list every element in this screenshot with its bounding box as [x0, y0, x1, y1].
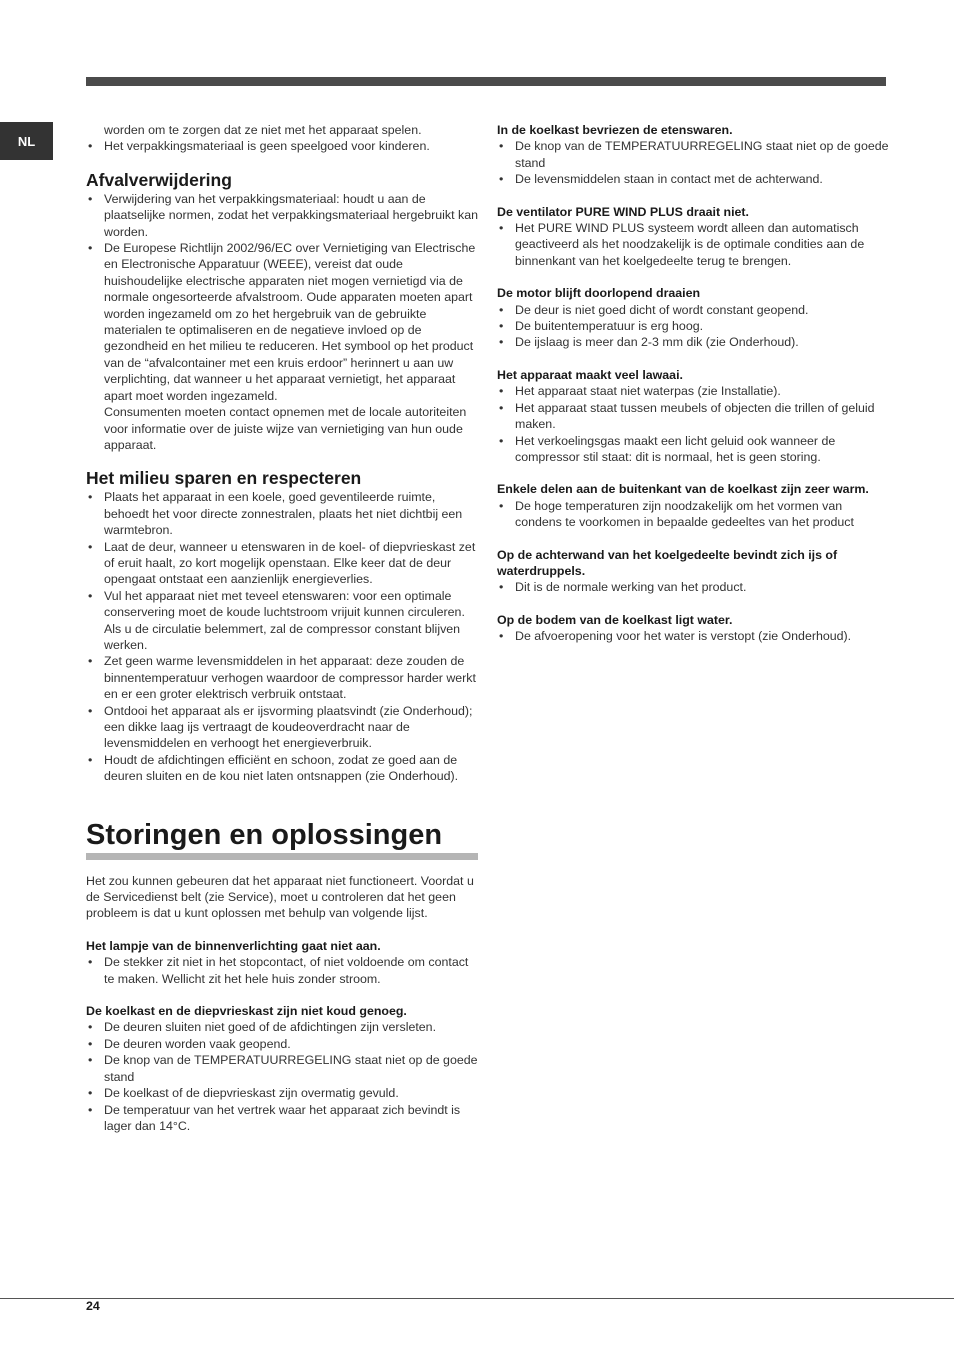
list-item: • Ontdooi het apparaat als er ijsvorming plaatsvindt (zie Onderhoud); een dikke laag ijs vertraagt de koudeoverdracht naar de levensmiddelen en verhoogt het energieverbruik.	[86, 703, 478, 752]
environment-list	[86, 489, 478, 784]
waste-note: Consumenten moeten contact opnemen met de locale autoriteiten voor informatie over de juiste wijze van vernietiging van hun oude apparaat.	[104, 405, 467, 452]
list-item: • Houdt de afdichtingen efficiënt en schoon, zodat ze goed aan de deuren sluiten en de kou niet laten ontsnappen (zie Onderhoud).	[86, 752, 478, 785]
freeze-list	[497, 138, 889, 187]
list-item: • Laat de deur, wanneer u etenswaren in de koel- of diepvrieskast zet of eruit haalt, zo kort mogelijk openstaan. Elke keer dat de deur opengaat ontstaat een aanzienlijk energieverlies.	[86, 539, 478, 588]
warm-heading: Enkele delen aan de buitenkant van de koelkast zijn zeer warm.	[497, 482, 869, 497]
cold-heading: De koelkast en de diepvrieskast zijn niet koud genoeg.	[86, 1004, 407, 1019]
water-heading: Op de bodem van de koelkast ligt water.	[497, 612, 733, 627]
list-item: • De buitentemperatuur is erg hoog.	[497, 318, 889, 334]
footer-rule	[0, 1298, 954, 1299]
list-item: • De afvoeropening voor het water is verstopt (zie Onderhoud).	[497, 628, 889, 644]
page-number: 24	[86, 1299, 100, 1313]
intro-continuation: worden om te zorgen dat ze niet met het apparaat spelen.	[104, 123, 422, 137]
troubleshooting-intro: Het zou kunnen gebeuren dat het apparaat niet functioneert. Voordat u de Servicedienst belt (zie Service), moet u controleren dat het geen probleem is dat u kunt oplossen met behulp van volgende lijst.	[86, 873, 474, 921]
waste-heading: Afvalverwijdering	[86, 169, 232, 190]
list-item: • Zet geen warme levensmiddelen in het apparaat: deze zouden de binnentemperatuur verhogen waardoor de compressor harder werkt en er een groter elektrisch verbruik ontstaat.	[86, 653, 478, 702]
left-column	[86, 122, 478, 1134]
list-item: • Het PURE WIND PLUS systeem wordt alleen dan automatisch geactiveerd als het noodzakelijk is de optimale condities aan de binnenkant van het koelgedeelte terug te brengen.	[497, 220, 889, 269]
list-item: • De koelkast of de diepvrieskast zijn overmatig gevuld.	[86, 1085, 478, 1101]
list-item: • De deuren sluiten niet goed of de afdichtingen zijn versleten.	[86, 1019, 478, 1035]
motor-heading: De motor blijft doorlopend draaien	[497, 286, 701, 301]
list-item: • De deur is niet goed dicht of wordt constant geopend.	[497, 302, 889, 318]
list-item: • Het verkoelingsgas maakt een licht geluid ook wanneer de compressor stil staat: dit is normaal, het is geen storing.	[497, 433, 889, 466]
water-list	[497, 628, 889, 644]
environment-heading: Het milieu sparen en respecteren	[86, 468, 362, 489]
light-heading: Het lampje van de binnenverlichting gaat niet aan.	[86, 938, 381, 953]
list-item: • De knop van de TEMPERATUURREGELING staat niet op de goede stand	[497, 138, 889, 171]
list-item: • De ijslaag is meer dan 2-3 mm dik (zie Onderhoud).	[497, 334, 889, 350]
noise-list	[497, 383, 889, 465]
light-list	[86, 954, 478, 987]
list-item: • De Europese Richtlijn 2002/96/EC over Vernietiging van Electrische en Electronische Apparatuur (WEEE), vereist dat oude huishoudelijke electrische apparaten niet mogen vernietigd via de normale ongesorteerde afvalstroom. Oude apparaten moeten apart worden ingezameld om zo het hergebruik van de gebruikte materialen te optimaliseren en de negatieve invloed op de gezondheid en het milieu te reduceren. Het symbool op het product van de “afvalcontainer met een kruis erdoor” herinnert u aan uw verplichting, dat wanneer u het apparaat vernietigt, het apparaat apart moet worden ingezameld.	[86, 240, 478, 404]
fan-heading: De ventilator PURE WIND PLUS draait niet.	[497, 204, 749, 219]
list-item: • De knop van de TEMPERATUURREGELING staat niet op de goede stand	[86, 1052, 478, 1085]
language-tab: NL	[0, 122, 53, 160]
waste-list	[86, 191, 478, 404]
ice-heading: Op de achterwand van het koelgedeelte bevindt zich ijs of waterdruppels.	[497, 547, 838, 578]
list-item: • De temperatuur van het vertrek waar het apparaat zich bevindt is lager dan 14°C.	[86, 1102, 478, 1135]
list-item: • Vul het apparaat niet met teveel etenswaren: voor een optimale conservering moet de koude luchtstroom vrijuit kunnen circuleren. Als u de circulatie belemmert, zal de compressor constant blijven werken.	[86, 588, 478, 654]
freeze-heading: In de koelkast bevriezen de etenswaren.	[497, 123, 733, 137]
right-column	[497, 122, 889, 645]
fan-list	[497, 220, 889, 269]
warm-list	[497, 498, 889, 531]
list-item: • Dit is de normale werking van het product.	[497, 579, 889, 595]
list-item: • Het apparaat staat niet waterpas (zie Installatie).	[497, 383, 889, 399]
list-item: • Verwijdering van het verpakkingsmateriaal: houdt u aan de plaatselijke normen, zodat het verpakkingsmateriaal hergebruikt kan worden.	[86, 191, 478, 240]
noise-heading: Het apparaat maakt veel lawaai.	[497, 367, 683, 382]
list-item: • De hoge temperaturen zijn noodzakelijk om het vormen van condens te voorkomen in bepaalde gedeeltes van het product	[497, 498, 889, 531]
list-item: • De deuren worden vaak geopend.	[86, 1036, 478, 1052]
list-item: • De stekker zit niet in het stopcontact, of niet voldoende om contact te maken. Wellicht zit het hele huis zonder stroom.	[86, 954, 478, 987]
list-item: • Het apparaat staat tussen meubels of objecten die trillen of geluid maken.	[497, 400, 889, 433]
list-item: • Het verpakkingsmateriaal is geen speelgoed voor kinderen.	[86, 138, 478, 154]
list-item: • Plaats het apparaat in een koele, goed geventileerde ruimte, behoedt het voor directe zonnestralen, plaats het niet dichtbij een warmtebron.	[86, 489, 478, 538]
intro-list	[86, 138, 478, 154]
cold-list	[86, 1019, 478, 1134]
troubleshooting-title: Storingen en oplossingen	[86, 818, 478, 860]
header-bar	[86, 77, 886, 86]
list-item: • De levensmiddelen staan in contact met de achterwand.	[497, 171, 889, 187]
ice-list	[497, 579, 889, 595]
motor-list	[497, 302, 889, 351]
